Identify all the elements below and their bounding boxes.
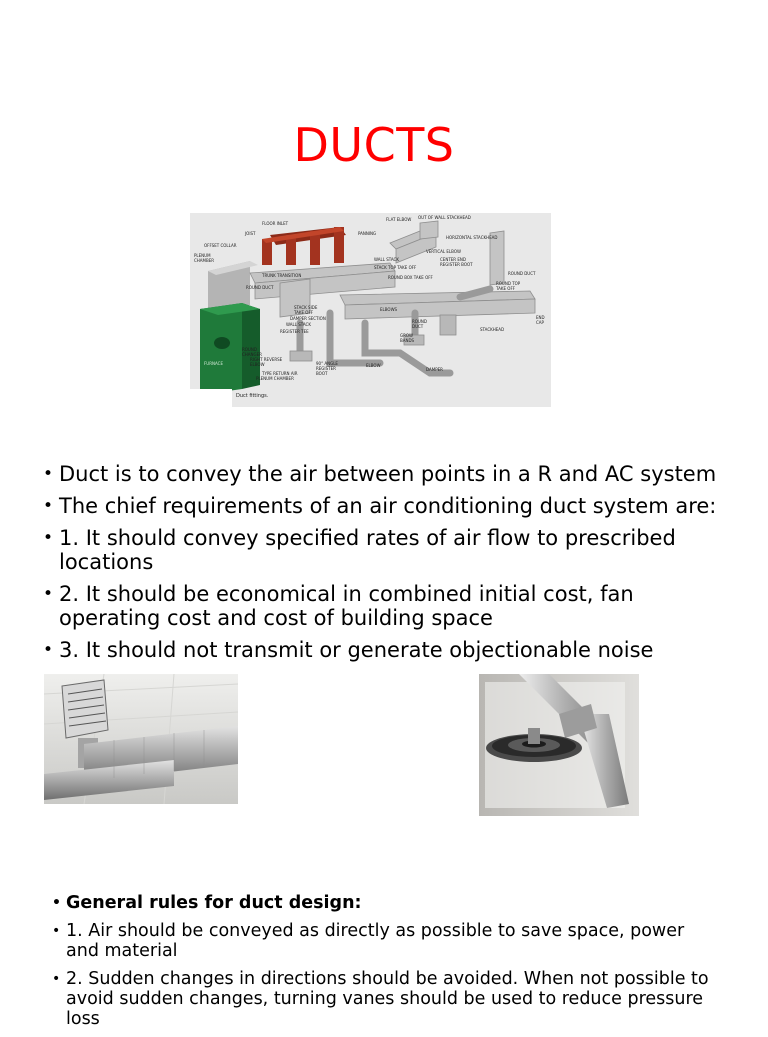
svg-text:STACK TOP TAKE OFF: STACK TOP TAKE OFF <box>374 265 417 270</box>
rules-heading: • General rules for duct design: <box>52 893 722 913</box>
svg-text:ELBOW: ELBOW <box>366 363 381 368</box>
svg-text:WALL STACK: WALL STACK <box>286 322 311 327</box>
svg-text:DUCT: DUCT <box>412 324 424 329</box>
bullet-item: • Duct is to convey the air between points in a R and AC system <box>43 462 733 486</box>
svg-text:GROW: GROW <box>400 333 413 338</box>
svg-text:FLAT ELBOW: FLAT ELBOW <box>386 217 412 222</box>
rule-item: • 1. Air should be conveyed as directly as possible to save space, power and material <box>52 921 722 961</box>
svg-text:TAKE OFF: TAKE OFF <box>294 310 314 315</box>
svg-text:RIGHT REVERSE: RIGHT REVERSE <box>250 357 283 362</box>
bullet-item: • 1. It should convey specified rates of air flow to prescribed locations <box>43 526 733 574</box>
svg-text:OFFSET COLLAR: OFFSET COLLAR <box>204 243 237 248</box>
svg-text:PANNING: PANNING <box>358 231 377 236</box>
duct-diagram-svg <box>190 213 551 407</box>
svg-text:ROUND DUCT: ROUND DUCT <box>246 285 274 290</box>
svg-text:DAMPER: DAMPER <box>426 367 443 372</box>
svg-text:STACKHEAD: STACKHEAD <box>480 327 505 332</box>
slide-title: DUCTS <box>293 118 455 172</box>
svg-text:REGISTER: REGISTER <box>316 366 336 371</box>
svg-text:ELBOWS: ELBOWS <box>380 307 398 312</box>
svg-text:END: END <box>536 315 545 320</box>
svg-text:STACK SIDE: STACK SIDE <box>294 305 318 310</box>
svg-text:DAMPER SECTION: DAMPER SECTION <box>290 316 326 321</box>
svg-text:TRUNK TRANSITION: TRUNK TRANSITION <box>262 273 302 278</box>
svg-text:ROUND DUCT: ROUND DUCT <box>508 271 536 276</box>
svg-text:ELBOW: ELBOW <box>250 362 265 367</box>
svg-text:ROUND: ROUND <box>412 319 427 324</box>
svg-text:OUT OF WALL STACKHEAD: OUT OF WALL STACKHEAD <box>418 215 471 220</box>
duct-photo-right <box>479 674 639 816</box>
svg-text:REGISTER TEE: REGISTER TEE <box>280 329 309 334</box>
duct-fittings-diagram <box>190 213 551 407</box>
svg-text:JOIST: JOIST <box>245 231 256 236</box>
duct-design-rules <box>52 893 722 1037</box>
svg-text:ROUND: ROUND <box>242 347 257 352</box>
bullet-list <box>43 462 733 670</box>
svg-text:ROUND BOX TAKE OFF: ROUND BOX TAKE OFF <box>388 275 433 280</box>
svg-text:VERTICAL ELBOW: VERTICAL ELBOW <box>426 249 461 254</box>
rule-item: • 2. Sudden changes in directions should be avoided. When not possible to avoid sudden changes, turning vanes should be used to reduce pressure loss <box>52 969 722 1029</box>
svg-text:CAP: CAP <box>536 320 544 325</box>
svg-text:BANDS: BANDS <box>400 338 415 343</box>
bullet-item: • 2. It should be economical in combined initial cost, fan operating cost and cost of building space <box>43 582 733 630</box>
svg-text:CENTER END: CENTER END <box>440 257 466 262</box>
svg-text:ROUND TOP: ROUND TOP <box>496 281 521 286</box>
svg-text:90° ANGLE: 90° ANGLE <box>316 361 338 366</box>
bullet-item: • The chief requirements of an air conditioning duct system are: <box>43 494 733 518</box>
svg-text:PLENUM CHAMBER: PLENUM CHAMBER <box>256 376 294 381</box>
svg-text:TAKE OFF: TAKE OFF <box>496 286 516 291</box>
svg-text:PLENUM: PLENUM <box>194 253 211 258</box>
bullet-item: • 3. It should not transmit or generate objectionable noise <box>43 638 733 662</box>
svg-text:CHAMBER: CHAMBER <box>194 258 215 263</box>
svg-text:FURNACE: FURNACE <box>204 361 223 366</box>
figure-caption: Duct fittings. <box>236 393 269 399</box>
svg-text:HORIZONTAL STACKHEAD: HORIZONTAL STACKHEAD <box>446 235 498 240</box>
svg-text:WALL STACK: WALL STACK <box>374 257 399 262</box>
duct-photo-left <box>44 674 238 804</box>
svg-text:BOOT: BOOT <box>316 371 328 376</box>
svg-text:TYPE RETURN AIR: TYPE RETURN AIR <box>262 371 298 376</box>
svg-text:CHANGER: CHANGER <box>242 352 262 357</box>
svg-text:REGISTER BOOT: REGISTER BOOT <box>440 262 473 267</box>
svg-text:FLOOR INLET: FLOOR INLET <box>262 221 289 226</box>
